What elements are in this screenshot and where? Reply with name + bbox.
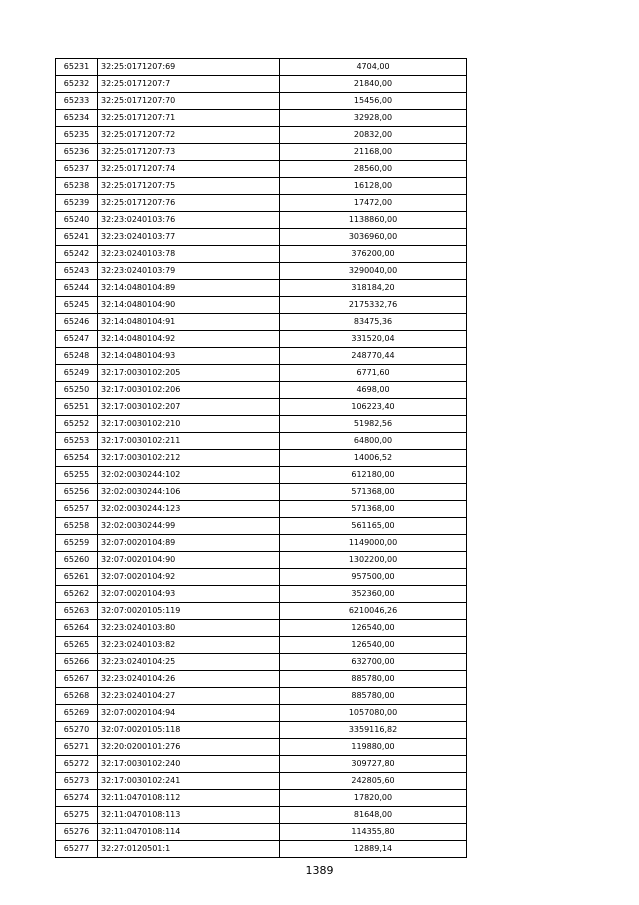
row-id-cell: 65235 — [56, 127, 98, 144]
cadastral-number-cell: 32:14:0480104:91 — [98, 314, 280, 331]
value-cell: 17472,00 — [280, 195, 467, 212]
row-id-cell: 65240 — [56, 212, 98, 229]
table-row — [56, 518, 467, 535]
row-id-cell: 65237 — [56, 161, 98, 178]
cadastral-number-cell: 32:11:0470108:114 — [98, 824, 280, 841]
table-row — [56, 212, 467, 229]
value-cell: 3359116,82 — [280, 722, 467, 739]
page-number: 1389 — [305, 864, 334, 877]
row-id-cell: 65264 — [56, 620, 98, 637]
value-cell: 21840,00 — [280, 76, 467, 93]
cadastral-number-cell: 32:25:0171207:71 — [98, 110, 280, 127]
value-cell: 14006,52 — [280, 450, 467, 467]
table-row — [56, 399, 467, 416]
value-cell: 83475,36 — [280, 314, 467, 331]
value-cell: 957500,00 — [280, 569, 467, 586]
table-row — [56, 382, 467, 399]
table-row — [56, 671, 467, 688]
table-row — [56, 195, 467, 212]
row-id-cell: 65247 — [56, 331, 98, 348]
table-row — [56, 93, 467, 110]
value-cell: 6210046,26 — [280, 603, 467, 620]
value-cell: 3290040,00 — [280, 263, 467, 280]
cadastral-number-cell: 32:23:0240104:27 — [98, 688, 280, 705]
row-id-cell: 65245 — [56, 297, 98, 314]
table-row — [56, 841, 467, 858]
value-cell: 1302200,00 — [280, 552, 467, 569]
cadastral-number-cell: 32:17:0030102:241 — [98, 773, 280, 790]
table-row — [56, 331, 467, 348]
table-row — [56, 569, 467, 586]
table-row — [56, 178, 467, 195]
row-id-cell: 65272 — [56, 756, 98, 773]
cadastral-number-cell: 32:23:0240103:76 — [98, 212, 280, 229]
value-cell: 612180,00 — [280, 467, 467, 484]
value-cell: 6771,60 — [280, 365, 467, 382]
cadastral-number-cell: 32:07:0020105:119 — [98, 603, 280, 620]
table-row — [56, 773, 467, 790]
value-cell: 15456,00 — [280, 93, 467, 110]
table-row — [56, 433, 467, 450]
data-table-body — [56, 59, 467, 858]
cadastral-number-cell: 32:20:0200101:276 — [98, 739, 280, 756]
cadastral-number-cell: 32:25:0171207:75 — [98, 178, 280, 195]
value-cell: 331520,04 — [280, 331, 467, 348]
table-row — [56, 586, 467, 603]
cadastral-number-cell: 32:23:0240104:26 — [98, 671, 280, 688]
value-cell: 51982,56 — [280, 416, 467, 433]
row-id-cell: 65267 — [56, 671, 98, 688]
row-id-cell: 65231 — [56, 59, 98, 76]
table-row — [56, 76, 467, 93]
row-id-cell: 65246 — [56, 314, 98, 331]
value-cell: 1057080,00 — [280, 705, 467, 722]
table-row — [56, 603, 467, 620]
cadastral-number-cell: 32:07:0020104:93 — [98, 586, 280, 603]
table-row — [56, 807, 467, 824]
cadastral-number-cell: 32:02:0030244:102 — [98, 467, 280, 484]
cadastral-number-cell: 32:23:0240103:78 — [98, 246, 280, 263]
table-row — [56, 365, 467, 382]
value-cell: 561165,00 — [280, 518, 467, 535]
cadastral-number-cell: 32:07:0020104:89 — [98, 535, 280, 552]
cadastral-number-cell: 32:02:0030244:99 — [98, 518, 280, 535]
row-id-cell: 65273 — [56, 773, 98, 790]
cadastral-number-cell: 32:17:0030102:212 — [98, 450, 280, 467]
value-cell: 1138860,00 — [280, 212, 467, 229]
value-cell: 16128,00 — [280, 178, 467, 195]
value-cell: 106223,40 — [280, 399, 467, 416]
cadastral-number-cell: 32:17:0030102:211 — [98, 433, 280, 450]
row-id-cell: 65265 — [56, 637, 98, 654]
value-cell: 126540,00 — [280, 620, 467, 637]
row-id-cell: 65252 — [56, 416, 98, 433]
cadastral-number-cell: 32:14:0480104:90 — [98, 297, 280, 314]
row-id-cell: 65233 — [56, 93, 98, 110]
row-id-cell: 65275 — [56, 807, 98, 824]
cadastral-number-cell: 32:25:0171207:72 — [98, 127, 280, 144]
table-row — [56, 348, 467, 365]
row-id-cell: 65257 — [56, 501, 98, 518]
cadastral-number-cell: 32:17:0030102:210 — [98, 416, 280, 433]
table-row — [56, 484, 467, 501]
value-cell: 1149000,00 — [280, 535, 467, 552]
table-row — [56, 144, 467, 161]
value-cell: 309727,80 — [280, 756, 467, 773]
cadastral-number-cell: 32:25:0171207:73 — [98, 144, 280, 161]
row-id-cell: 65266 — [56, 654, 98, 671]
row-id-cell: 65258 — [56, 518, 98, 535]
value-cell: 119880,00 — [280, 739, 467, 756]
value-cell: 352360,00 — [280, 586, 467, 603]
value-cell: 2175332,76 — [280, 297, 467, 314]
cadastral-number-cell: 32:14:0480104:89 — [98, 280, 280, 297]
row-id-cell: 65261 — [56, 569, 98, 586]
cadastral-number-cell: 32:25:0171207:69 — [98, 59, 280, 76]
cadastral-number-cell: 32:07:0020104:92 — [98, 569, 280, 586]
cadastral-number-cell: 32:17:0030102:206 — [98, 382, 280, 399]
row-id-cell: 65251 — [56, 399, 98, 416]
cadastral-number-cell: 32:23:0240103:80 — [98, 620, 280, 637]
row-id-cell: 65234 — [56, 110, 98, 127]
table-row — [56, 127, 467, 144]
cadastral-number-cell: 32:17:0030102:205 — [98, 365, 280, 382]
row-id-cell: 65242 — [56, 246, 98, 263]
row-id-cell: 65277 — [56, 841, 98, 858]
value-cell: 4704,00 — [280, 59, 467, 76]
cadastral-number-cell: 32:25:0171207:70 — [98, 93, 280, 110]
row-id-cell: 65276 — [56, 824, 98, 841]
value-cell: 4698,00 — [280, 382, 467, 399]
cadastral-number-cell: 32:27:0120501:1 — [98, 841, 280, 858]
row-id-cell: 65262 — [56, 586, 98, 603]
cadastral-number-cell: 32:25:0171207:76 — [98, 195, 280, 212]
value-cell: 248770,44 — [280, 348, 467, 365]
value-cell: 20832,00 — [280, 127, 467, 144]
table-row — [56, 824, 467, 841]
row-id-cell: 65241 — [56, 229, 98, 246]
cadastral-number-cell: 32:25:0171207:74 — [98, 161, 280, 178]
cadastral-number-cell: 32:23:0240104:25 — [98, 654, 280, 671]
table-row — [56, 739, 467, 756]
table-row — [56, 314, 467, 331]
table-row — [56, 654, 467, 671]
row-id-cell: 65255 — [56, 467, 98, 484]
row-id-cell: 65256 — [56, 484, 98, 501]
table-row — [56, 535, 467, 552]
row-id-cell: 65243 — [56, 263, 98, 280]
table-row — [56, 416, 467, 433]
value-cell: 126540,00 — [280, 637, 467, 654]
cadastral-number-cell: 32:14:0480104:92 — [98, 331, 280, 348]
row-id-cell: 65250 — [56, 382, 98, 399]
cadastral-number-cell: 32:14:0480104:93 — [98, 348, 280, 365]
cadastral-number-cell: 32:07:0020105:118 — [98, 722, 280, 739]
table-row — [56, 229, 467, 246]
row-id-cell: 65260 — [56, 552, 98, 569]
value-cell: 114355,80 — [280, 824, 467, 841]
table-row — [56, 790, 467, 807]
table-row — [56, 280, 467, 297]
row-id-cell: 65269 — [56, 705, 98, 722]
row-id-cell: 65236 — [56, 144, 98, 161]
value-cell: 318184,20 — [280, 280, 467, 297]
row-id-cell: 65253 — [56, 433, 98, 450]
cadastral-number-cell: 32:11:0470108:113 — [98, 807, 280, 824]
table-row — [56, 722, 467, 739]
value-cell: 17820,00 — [280, 790, 467, 807]
row-id-cell: 65232 — [56, 76, 98, 93]
cadastral-number-cell: 32:25:0171207:7 — [98, 76, 280, 93]
value-cell: 885780,00 — [280, 671, 467, 688]
cadastral-number-cell: 32:02:0030244:106 — [98, 484, 280, 501]
row-id-cell: 65259 — [56, 535, 98, 552]
row-id-cell: 65268 — [56, 688, 98, 705]
value-cell: 376200,00 — [280, 246, 467, 263]
row-id-cell: 65239 — [56, 195, 98, 212]
value-cell: 64800,00 — [280, 433, 467, 450]
value-cell: 28560,00 — [280, 161, 467, 178]
table-row — [56, 637, 467, 654]
row-id-cell: 65270 — [56, 722, 98, 739]
cadastral-number-cell: 32:17:0030102:207 — [98, 399, 280, 416]
table-row — [56, 705, 467, 722]
value-cell: 21168,00 — [280, 144, 467, 161]
table-row — [56, 756, 467, 773]
cadastral-number-cell: 32:02:0030244:123 — [98, 501, 280, 518]
row-id-cell: 65248 — [56, 348, 98, 365]
table-row — [56, 110, 467, 127]
value-cell: 885780,00 — [280, 688, 467, 705]
table-row — [56, 297, 467, 314]
cadastral-number-cell: 32:17:0030102:240 — [98, 756, 280, 773]
cadastral-number-cell: 32:11:0470108:112 — [98, 790, 280, 807]
row-id-cell: 65254 — [56, 450, 98, 467]
value-cell: 571368,00 — [280, 484, 467, 501]
row-id-cell: 65238 — [56, 178, 98, 195]
table-row — [56, 688, 467, 705]
row-id-cell: 65249 — [56, 365, 98, 382]
table-row — [56, 467, 467, 484]
row-id-cell: 65271 — [56, 739, 98, 756]
value-cell: 632700,00 — [280, 654, 467, 671]
table-row — [56, 450, 467, 467]
table-row — [56, 161, 467, 178]
row-id-cell: 65244 — [56, 280, 98, 297]
value-cell: 242805,60 — [280, 773, 467, 790]
cadastral-number-cell: 32:23:0240103:79 — [98, 263, 280, 280]
table-row — [56, 552, 467, 569]
cadastral-number-cell: 32:07:0020104:94 — [98, 705, 280, 722]
table-row — [56, 59, 467, 76]
cadastral-number-cell: 32:23:0240103:82 — [98, 637, 280, 654]
data-table — [55, 58, 467, 858]
table-row — [56, 263, 467, 280]
value-cell: 32928,00 — [280, 110, 467, 127]
row-id-cell: 65274 — [56, 790, 98, 807]
cadastral-number-cell: 32:07:0020104:90 — [98, 552, 280, 569]
value-cell: 571368,00 — [280, 501, 467, 518]
cadastral-number-cell: 32:23:0240103:77 — [98, 229, 280, 246]
value-cell: 3036960,00 — [280, 229, 467, 246]
table-row — [56, 620, 467, 637]
table-row — [56, 246, 467, 263]
value-cell: 81648,00 — [280, 807, 467, 824]
table-row — [56, 501, 467, 518]
row-id-cell: 65263 — [56, 603, 98, 620]
value-cell: 12889,14 — [280, 841, 467, 858]
